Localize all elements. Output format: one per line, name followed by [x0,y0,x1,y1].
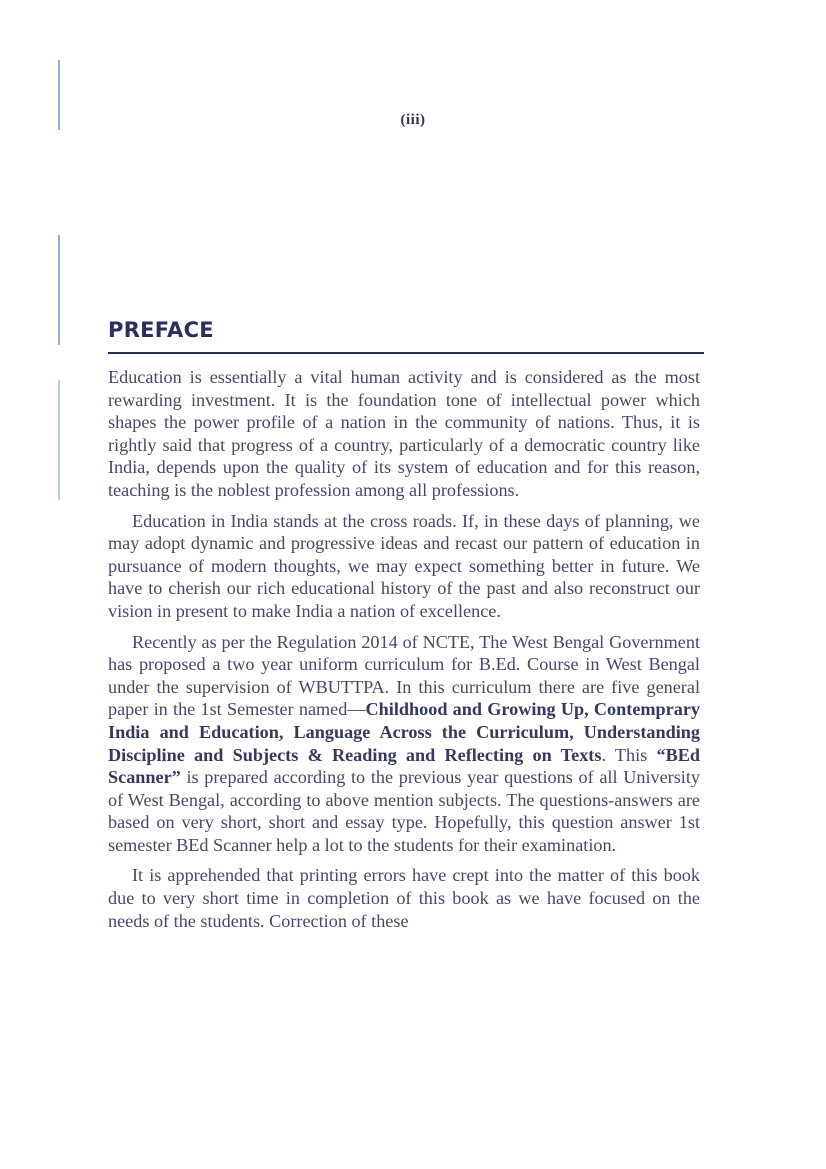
scan-edge-mark [58,380,60,500]
paper-names: Childhood and Growing Up, Contemprary India and Education, Language Across the Curriculum, Understanding Discipline and Subjects & Reading and Reflecting on Texts [108,699,700,765]
preface-body [108,366,700,940]
section-heading: PREFACE [108,318,214,342]
paragraph: Education in India stands at the cross roads. If, in these days of planning, we may adopt dynamic and progressive ideas and recast our pattern of education in pursuance of modern thoughts, we may expect something better in future. We have to cherish our rich educational history of the past and also reconstruct our vision in present to make India a nation of excellence. [108,510,700,621]
paragraph [108,631,700,857]
paragraph-text: Recently as per the Regulation 2014 of NCTE, The West Bengal Government has proposed a two year uniform curriculum for B.Ed. Course in West Bengal under the supervision of WBUTTPA. In this curriculum there are five general paper in the 1st Semester named— [108,631,700,720]
page-number: (iii) [400,112,426,128]
paragraph: It is apprehended that printing errors have crept into the matter of this book due to very short time in completion of this book as we have focused on the needs of the students. Correction of these [108,865,700,931]
paragraph-text: is prepared according to the previous year questions of all University of West Bengal, according to above mention subjects. The questions-answers are based on very short, short and essay type. Hopefully, this question answer 1st semester BEd Scanner help a lot to the students for their examination. [108,767,700,855]
book-title: “BEd Scanner” [108,744,700,788]
scan-edge-mark [58,235,60,345]
heading-divider [108,352,704,354]
paragraph: Education is essentially a vital human activity and is considered as the most rewarding investment. It is the foundation tone of intellectual power which shapes the power profile of a nation in the community of nations. Thus, it is rightly said that progress of a country, particularly of a democratic country like India, depends upon the quality of its system of education and for this reason, teaching is the noblest profession among all professions. [108,367,700,500]
paragraph-text: . This [601,744,657,765]
